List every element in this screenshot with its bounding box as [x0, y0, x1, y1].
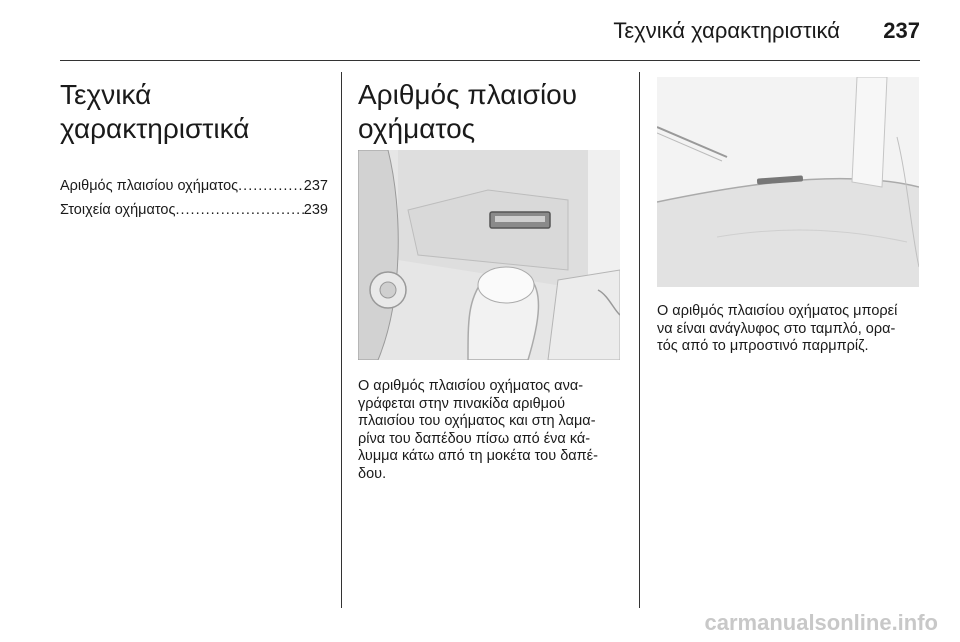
- paragraph-line: τός από το μπροστινό παρμπρίζ.: [657, 338, 869, 354]
- page-number: 237: [883, 18, 920, 43]
- toc-leader: [175, 202, 303, 218]
- section-title: [60, 78, 340, 146]
- table-of-contents: [60, 178, 328, 226]
- toc-entry-page: 237: [303, 178, 328, 194]
- floor-vin-plate-illustration: [358, 150, 620, 360]
- toc-leader: [238, 178, 304, 194]
- section-title-line: Τεχνικά: [60, 79, 152, 110]
- paragraph-line: να είναι ανάγλυφος στο ταμπλό, ορα-: [657, 320, 896, 337]
- vin-title-line: οχήματος: [358, 113, 476, 144]
- toc-entry-label: Στοιχεία οχήματος: [60, 202, 176, 218]
- paragraph-line: Ο αριθμός πλαισίου οχήματος ανα-: [358, 378, 584, 394]
- header-rule: [60, 60, 920, 61]
- paragraph-line: Ο αριθμός πλαισίου οχήματος μπορεί: [657, 303, 898, 319]
- toc-entry[interactable]: [60, 202, 328, 226]
- vin-section-title: [358, 78, 628, 146]
- paragraph-line: πλαισίου του οχήματος και στη λαμα-: [358, 413, 596, 429]
- paragraph-line: λυμμα κάτω από τη μοκέτα του δαπέ-: [358, 448, 598, 464]
- watermark: carmanualsonline.info: [704, 610, 938, 635]
- toc-entry-page: 239: [303, 202, 328, 218]
- dashboard-vin-illustration: [657, 77, 919, 287]
- section-title-line: χαρακτηριστικά: [60, 113, 250, 144]
- paragraph-line: γράφεται στην πινακίδα αριθμού: [358, 395, 566, 412]
- vin-floor-paragraph: [358, 378, 620, 483]
- column-divider-1: [341, 72, 342, 608]
- toc-entry-label: Αριθμός πλαισίου οχήματος: [60, 178, 239, 194]
- paragraph-line: ρίνα του δαπέδου πίσω από ένα κά-: [358, 430, 591, 447]
- header-title: Τεχνικά χαρακτηριστικά: [613, 18, 840, 43]
- column-divider-2: [639, 72, 640, 608]
- paragraph-line: δου.: [358, 465, 387, 482]
- vin-title-line: Αριθμός πλαισίου: [358, 79, 578, 110]
- vin-dashboard-paragraph: [657, 303, 919, 356]
- toc-entry[interactable]: [60, 178, 328, 202]
